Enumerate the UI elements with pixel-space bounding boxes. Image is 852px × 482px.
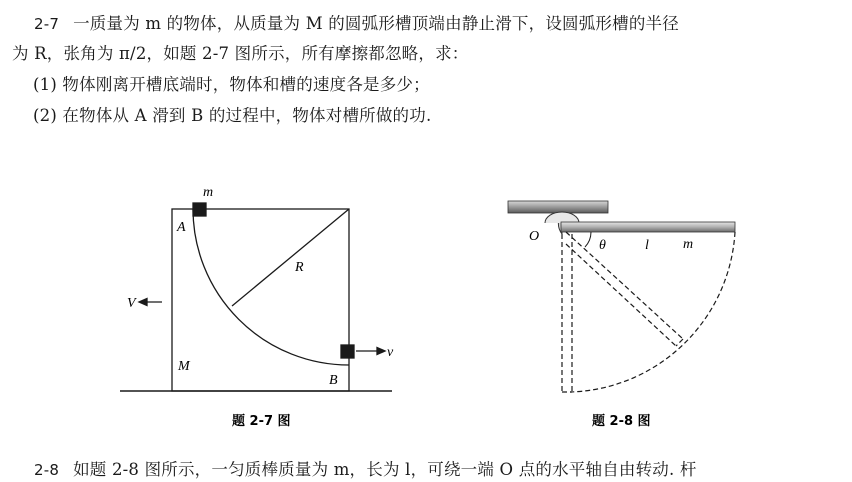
problem-2-7-question-1: (1) 物体刚离开槽底端时，物体和槽的速度各是多少； [33, 75, 430, 94]
problem-2-8-text-1: 如题 2-8 图所示，一匀质棒质量为 m，长为 l，可绕一端 O 点的水平轴自由转动. 杆 [73, 460, 697, 479]
mass-at-B [341, 345, 354, 358]
label-V: V [127, 296, 136, 311]
label-B: B [329, 373, 338, 388]
dashed-arc-path [570, 232, 735, 392]
label-theta: θ [599, 238, 606, 253]
label-M: M [178, 359, 190, 374]
problem-2-7-line-2: 为 R，张角为 π/2，如题 2-7 图所示，所有摩擦都忽略，求： [12, 44, 469, 63]
dashed-rod-vertical [562, 234, 572, 392]
problem-2-8-line-1 [34, 456, 697, 480]
problem-2-7-number: 2-7 [34, 15, 60, 33]
support-bar [508, 201, 608, 213]
label-v: v [387, 345, 394, 360]
label-R: R [295, 260, 304, 275]
velocity-V-arrowhead [139, 299, 147, 306]
label-O: O [529, 229, 540, 244]
radius-line [232, 209, 349, 306]
velocity-v-arrowhead [377, 348, 385, 355]
figure-2-8 [508, 201, 735, 392]
problem-2-8-number: 2-8 [34, 461, 60, 479]
label-m-2-7: m [203, 185, 214, 200]
horizontal-rod [561, 222, 735, 232]
trough-block [172, 209, 349, 391]
mass-at-A [193, 203, 206, 216]
caption-figure-2-8: 题 2-8 图 [592, 414, 651, 429]
arc-groove [193, 209, 349, 365]
dashed-rod-angled [566, 232, 683, 346]
theta-angle-arc [585, 232, 591, 247]
label-m-2-8: m [683, 237, 694, 252]
problem-2-7-question-2: (2) 在物体从 A 滑到 B 的过程中，物体对槽所做的功. [33, 106, 432, 125]
label-A: A [177, 220, 186, 235]
pivot-cap [545, 212, 579, 223]
label-l: l [645, 238, 649, 253]
caption-figure-2-7: 题 2-7 图 [232, 414, 291, 429]
figure-2-7 [120, 203, 392, 391]
problem-2-7-text-1: 一质量为 m 的物体，从质量为 M 的圆弧形槽顶端由静止滑下，设圆弧形槽的半径 [73, 14, 679, 33]
